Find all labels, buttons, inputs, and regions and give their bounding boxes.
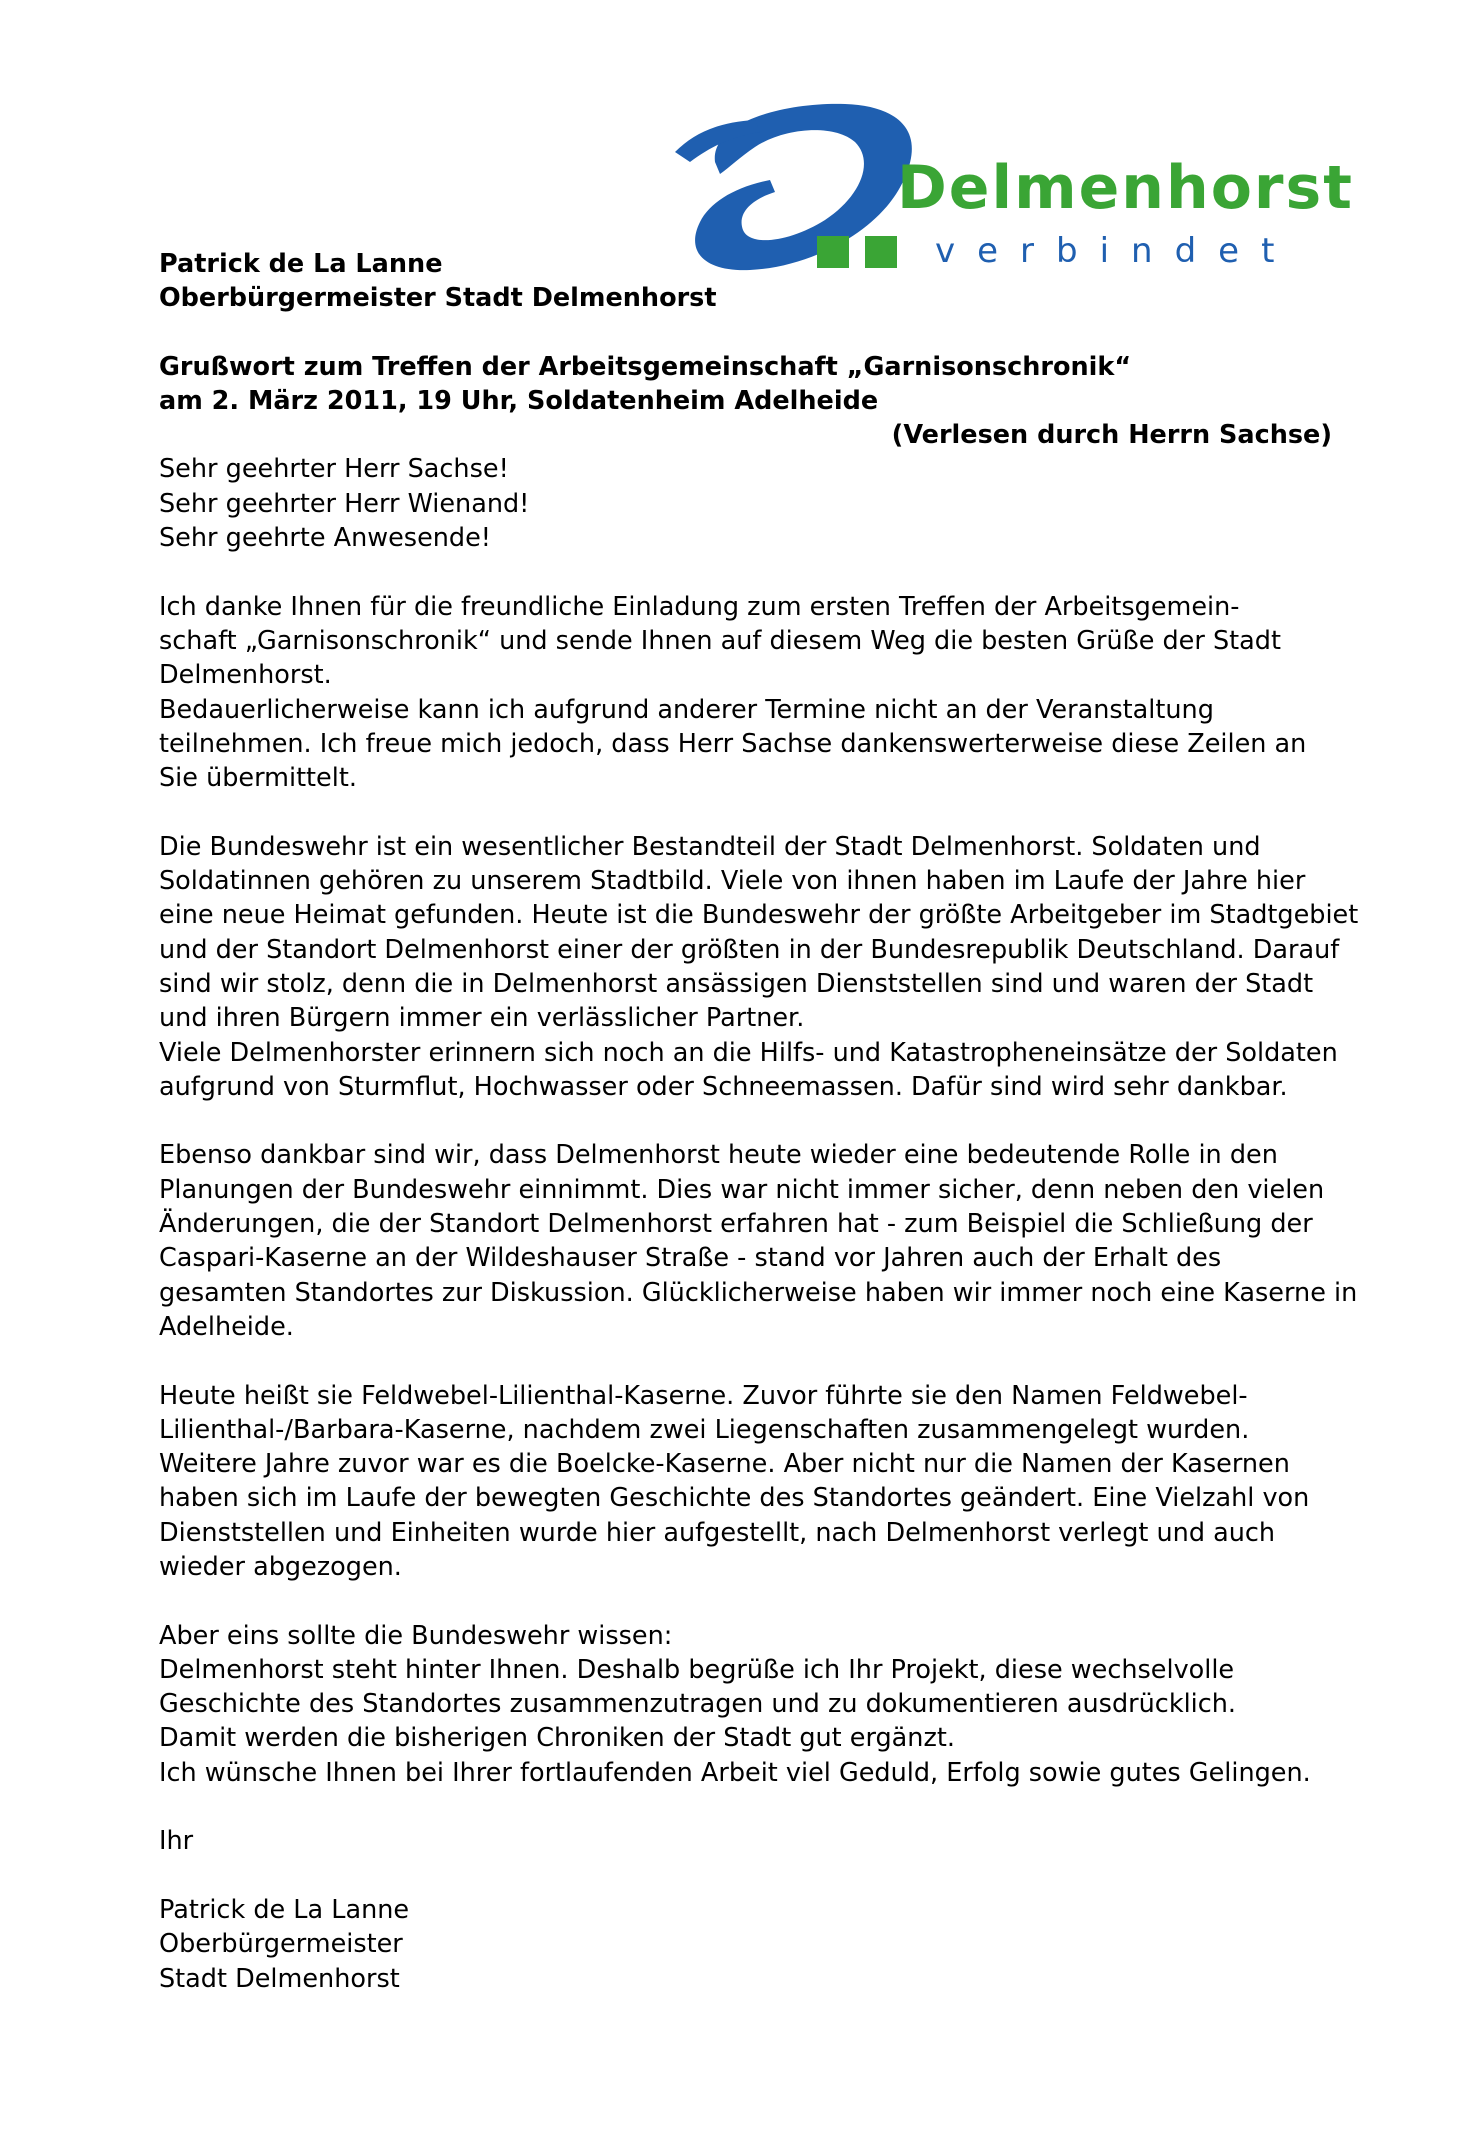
- closing-block: [159, 1824, 1339, 1858]
- text-line: Ich danke Ihnen für die freundliche Einladung zum ersten Treffen der Arbeitsgemein-: [159, 591, 1240, 622]
- text-line: Heute heißt sie Feldwebel-Lilienthal-Kaserne. Zuvor führte sie den Namen Feldwebel-: [159, 1380, 1248, 1411]
- text-line: schaft „Garnisonschronik“ und sende Ihnen auf diesem Weg die besten Grüße der Stadt: [159, 625, 1281, 656]
- reader-note: (Verlesen durch Herrn Sachse): [891, 420, 1332, 451]
- sender-title: Oberbürgermeister Stadt Delmenhorst: [159, 283, 717, 314]
- paragraph-kaserne: [159, 1379, 1339, 1585]
- text-line: wieder abgezogen.: [159, 1551, 402, 1582]
- text-line: aufgrund von Sturmflut, Hochwasser oder Schneemassen. Dafür sind wird sehr dankbar.: [159, 1071, 1288, 1102]
- text-line: Dienststellen und Einheiten wurde hier aufgestellt, nach Delmenhorst verlegt und auch: [159, 1517, 1276, 1548]
- salutation-line: Sehr geehrter Herr Wienand!: [159, 488, 530, 519]
- closing-word: Ihr: [159, 1826, 194, 1857]
- text-line: gesamten Standortes zur Diskussion. Glücklicherweise haben wir immer noch eine Kaserne in: [159, 1277, 1358, 1308]
- text-line: Aber eins sollte die Bundeswehr wissen:: [159, 1620, 673, 1651]
- signature-title: Oberbürgermeister: [159, 1929, 403, 1960]
- subject-line-1: Grußwort zum Treffen der Arbeitsgemeinschaft „Garnisonschronik“: [159, 351, 1132, 382]
- text-line: und ihren Bürgern immer ein verlässlicher Partner.: [159, 1003, 805, 1034]
- text-line: haben sich im Laufe der bewegten Geschichte des Standortes geändert. Eine Vielzahl von: [159, 1483, 1310, 1514]
- paragraph-planning: [159, 1138, 1358, 1344]
- salutation-line: Sehr geehrter Herr Sachse!: [159, 454, 509, 485]
- text-line: Delmenhorst steht hinter Ihnen. Deshalb begrüße ich Ihr Projekt, diese wechselvolle: [159, 1654, 1235, 1685]
- text-line: Bedauerlicherweise kann ich aufgrund anderer Termine nicht an der Veranstaltung: [159, 694, 1214, 725]
- signature-name: Patrick de La Lanne: [159, 1894, 410, 1925]
- text-line: Geschichte des Standortes zusammenzutragen und zu dokumentieren ausdrücklich.: [159, 1689, 1237, 1720]
- text-line: Damit werden die bisherigen Chroniken der Stadt gut ergänzt.: [159, 1723, 955, 1754]
- text-line: Viele Delmenhorster erinnern sich noch an die Hilfs- und Katastropheneinsätze der Soldaten: [159, 1037, 1338, 1068]
- text-line: Planungen der Bundeswehr einnimmt. Dies war nicht immer sicher, denn neben den vielen: [159, 1174, 1325, 1205]
- text-line: Änderungen, die der Standort Delmenhorst erfahren hat - zum Beispiel die Schließung der: [159, 1209, 1313, 1240]
- text-line: Die Bundeswehr ist ein wesentlicher Bestandteil der Stadt Delmenhorst. Soldaten und: [159, 831, 1261, 862]
- text-line: Ich wünsche Ihnen bei Ihrer fortlaufenden Arbeit viel Geduld, Erfolg sowie gutes Gelingen.: [159, 1757, 1311, 1788]
- logo-tagline: verbindet: [935, 231, 1297, 271]
- sender-name: Patrick de La Lanne: [159, 249, 443, 279]
- text-line: teilnehmen. Ich freue mich jedoch, dass Herr Sachse dankenswerterweise diese Zeilen an: [159, 728, 1307, 759]
- text-line: Adelheide.: [159, 1311, 294, 1342]
- salutation-block: [159, 452, 1339, 555]
- text-line: Ebenso dankbar sind wir, dass Delmenhorst heute wieder eine bedeutende Rolle in den: [159, 1140, 1278, 1171]
- salutation-line: Sehr geehrte Anwesende!: [159, 523, 492, 554]
- subject-line-2: am 2. März 2011, 19 Uhr, Soldatenheim Adelheide: [159, 385, 879, 416]
- letter-body: [159, 247, 1359, 1996]
- text-line: Caspari-Kaserne an der Wildeshauser Straße - stand vor Jahren auch der Erhalt des: [159, 1243, 1222, 1274]
- logo-wordmark: Delmenhorst: [897, 153, 1354, 223]
- text-line: sind wir stolz, denn die in Delmenhorst ansässigen Dienststellen sind und waren der Stadt: [159, 968, 1314, 999]
- text-line: Delmenhorst.: [159, 660, 332, 691]
- text-line: Weitere Jahre zuvor war es die Boelcke-Kaserne. Aber nicht nur die Namen der Kasernen: [159, 1449, 1290, 1480]
- paragraph-project: [159, 1619, 1339, 1790]
- text-line: eine neue Heimat gefunden. Heute ist die Bundeswehr der größte Arbeitgeber im Stadtgebiet: [159, 900, 1359, 931]
- text-line: Lilienthal-/Barbara-Kaserne, nachdem zwei Liegenschaften zusammengelegt wurden.: [159, 1414, 1250, 1445]
- sender-block: [159, 247, 1339, 316]
- signature-city: Stadt Delmenhorst: [159, 1963, 400, 1994]
- text-line: und der Standort Delmenhorst einer der größten in der Bundesrepublik Deutschland. Darauf: [159, 934, 1340, 965]
- text-line: Soldatinnen gehören zu unserem Stadtbild. Viele von ihnen haben im Laufe der Jahre hier: [159, 866, 1306, 897]
- signature-block: [159, 1893, 1339, 1996]
- text-line: Sie übermittelt.: [159, 763, 357, 794]
- paragraph-invitation: [159, 590, 1339, 796]
- paragraph-bundeswehr: [159, 830, 1359, 1104]
- subject-block: [159, 350, 1339, 453]
